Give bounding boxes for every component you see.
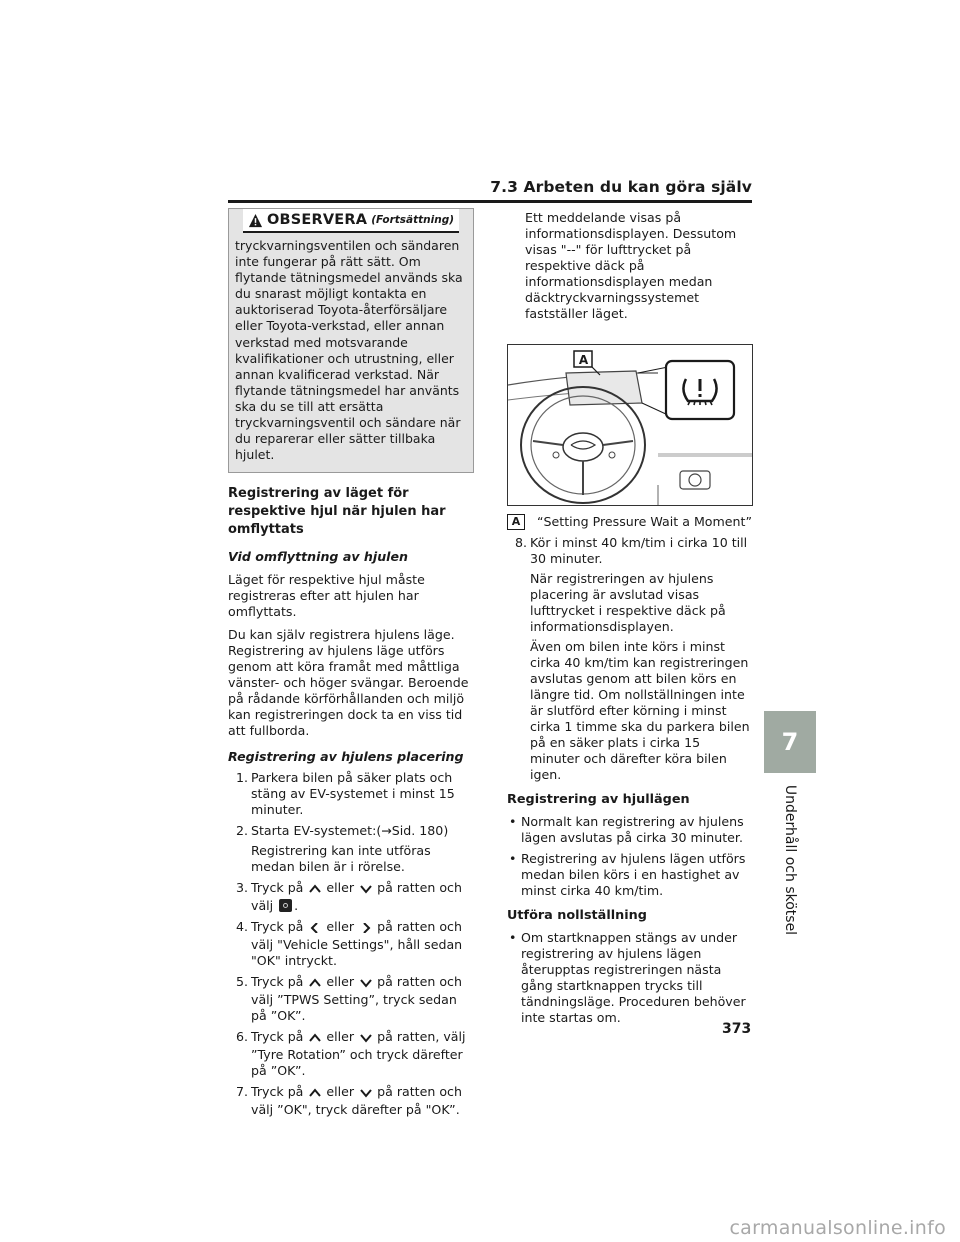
step-3 — [228, 880, 474, 914]
chevron-down-icon — [358, 1031, 373, 1047]
caution-subtitle: (Fortsättning) — [371, 214, 455, 226]
warning-icon — [248, 213, 263, 228]
step-text: Parkera bilen på säker plats och stäng av EV-systemet i minst 15 minuter. — [251, 770, 455, 818]
figure-label-a: A — [578, 352, 589, 367]
paragraph-1: Läget för respektive hjul måste registreras efter att hjulen har omflyttats. — [228, 572, 425, 620]
step-number: 2. — [235, 823, 248, 839]
bullet-text: Om startknappen stängs av under registrering av hjulens lägen återupptas registreringen nästa gång startknappen trycks till tändningsläge. Proceduren behöver inte startas om. — [521, 930, 746, 1025]
settings-mode-icon — [279, 899, 292, 912]
figure-caption — [507, 514, 753, 530]
step-8-note-1: När registreringen av hjulens placering är avslutad visas lufttrycket i respektive däck på informationsdisplayen. — [530, 571, 726, 634]
step-6 — [228, 1029, 474, 1079]
chevron-down-icon — [358, 882, 373, 898]
chevron-up-icon — [307, 1086, 322, 1102]
step-7 — [228, 1084, 474, 1118]
text-part: Tryck på — [251, 974, 308, 990]
bullet-dot: • — [509, 930, 517, 945]
text-part: . — [294, 898, 299, 914]
right-column — [507, 208, 753, 1026]
caution-box — [228, 208, 474, 473]
chevron-right-icon — [358, 921, 373, 937]
step-number: 5. — [235, 974, 248, 990]
chevron-left-icon — [307, 921, 322, 937]
text-part: Tryck på — [251, 1029, 308, 1045]
caution-header — [243, 209, 459, 233]
text-part: Tryck på — [251, 1084, 308, 1100]
chevron-down-icon — [358, 1086, 373, 1102]
text-part: eller — [322, 1084, 359, 1100]
step-text — [251, 1029, 474, 1079]
text-part: på ratten och välj ”OK", tryck därefter på "OK”. — [251, 1084, 462, 1118]
step-5 — [228, 974, 474, 1024]
heading-wheel-position: Registrering av läget för respektive hjul när hjulen har omflyttats — [228, 486, 446, 538]
watermark: carmanualsonline.info — [729, 1217, 946, 1239]
text-part: Tryck på — [251, 919, 308, 935]
page-number: 373 — [722, 1021, 752, 1037]
step-number: 8. — [514, 535, 527, 550]
step-text: Starta EV-systemet:(→Sid. 180) — [251, 823, 449, 839]
heading-wheel-registration: Registrering av hjullägen — [507, 792, 690, 807]
step-number: 7. — [235, 1084, 248, 1100]
step-number: 6. — [235, 1029, 248, 1045]
step-text: Kör i minst 40 km/tim i cirka 10 till 30 minuter. — [530, 535, 748, 566]
text-part: på ratten och välj — [251, 880, 462, 914]
bullet-1 — [507, 814, 753, 846]
bullet-dot: • — [509, 851, 517, 866]
step-number: 1. — [235, 770, 248, 786]
chevron-up-icon — [307, 882, 322, 898]
text-part: Tryck på — [251, 880, 308, 896]
header-rule — [228, 200, 752, 203]
step-8 — [507, 535, 753, 567]
chapter-label: Underhåll och skötsel — [782, 784, 798, 936]
dashboard-illustration — [508, 345, 752, 505]
bullet-2 — [507, 851, 753, 899]
text-part: eller — [322, 919, 359, 935]
step-text — [251, 974, 474, 1024]
step-2-note: Registrering kan inte utföras medan bilen är i rörelse. — [251, 843, 431, 875]
paragraph-2: Du kan själv registrera hjulens läge. Registrering av hjulens läge utförs genom att köra framåt med måttliga vänster- och höger svängar. Beroende på rådande körförhållanden och miljö kan registreringen dock ta en viss tid att fullborda. — [228, 627, 469, 739]
heading-reset: Utföra nollställning — [507, 908, 647, 923]
step-number: 3. — [235, 880, 248, 896]
caption-text: “Setting Pressure Wait a Moment” — [537, 514, 752, 529]
left-column — [228, 208, 474, 1118]
chevron-down-icon — [358, 976, 373, 992]
caption-label-a: A — [507, 514, 525, 530]
section-header: 7.3 Arbeten du kan göra själv — [490, 178, 752, 196]
bullet-text: Registrering av hjulens lägen utförs medan bilen körs i en hastighet av minst cirka 40 km/tim. — [521, 851, 746, 898]
chevron-up-icon — [307, 1031, 322, 1047]
text-part: på ratten och välj "Vehicle Settings", håll sedan "OK" intryckt. — [251, 919, 463, 969]
text-part: på ratten och välj ”TPWS Setting”, tryck sedan på ”OK”. — [251, 974, 462, 1024]
text-part: eller — [322, 880, 359, 896]
text-part: eller — [322, 1029, 359, 1045]
caution-title: OBSERVERA — [266, 212, 368, 228]
bullet-text: Normalt kan registrering av hjulens lägen avslutas på cirka 30 minuter. — [521, 814, 744, 845]
text-part: eller — [322, 974, 359, 990]
paragraph-message: Ett meddelande visas på informationsdisplayen. Dessutom visas "--" för lufttrycket på respektive däck på informationsdisplayen medan däcktryckvarningssystemet fastställer läget. — [525, 210, 737, 321]
text-part: på ratten, välj ”Tyre Rotation” och tryck därefter på ”OK”. — [251, 1029, 466, 1079]
step-text — [251, 1084, 474, 1118]
step-2 — [228, 823, 474, 839]
step-number: 4. — [235, 919, 248, 935]
bullet-dot: • — [509, 814, 517, 829]
step-text — [251, 880, 474, 914]
subheading-placement: Registrering av hjulens placering — [228, 749, 464, 765]
chapter-tab: 7 — [764, 711, 816, 773]
step-8-note-2: Även om bilen inte körs i minst cirka 40 km/tim kan registreringen avslutas genom att bilen körs en längre tid. Om nollställningen inte är slutförd efter körning i minst cirka 1 timme ska du parkera bilen på en säker plats i cirka 15 minuter och därefter köra bilen igen. — [530, 639, 750, 782]
step-text — [251, 919, 474, 969]
step-1 — [228, 770, 474, 818]
bullet-3 — [507, 930, 753, 1026]
chevron-up-icon — [307, 976, 322, 992]
caution-body: tryckvarningsventilen och sändaren inte fungerar på rätt sätt. Om flytande tätningsmedel används ska du snarast möjligt kontakta en auktoriserad Toyota-återförsäljare eller Toyota-verkstad, eller annan verkstad med motsvarande kvalifikationer och utrustning, eller annan kvalificerad verkstad. När flytande tätningsmedel har använts ska du se till att ersätta tryckvarningsventil och sändare när du reparerar eller sätter tillbaka hjulet. — [235, 238, 463, 463]
dashboard-figure — [507, 344, 753, 506]
subheading-rotation: Vid omflyttning av hjulen — [228, 549, 408, 565]
step-4 — [228, 919, 474, 969]
